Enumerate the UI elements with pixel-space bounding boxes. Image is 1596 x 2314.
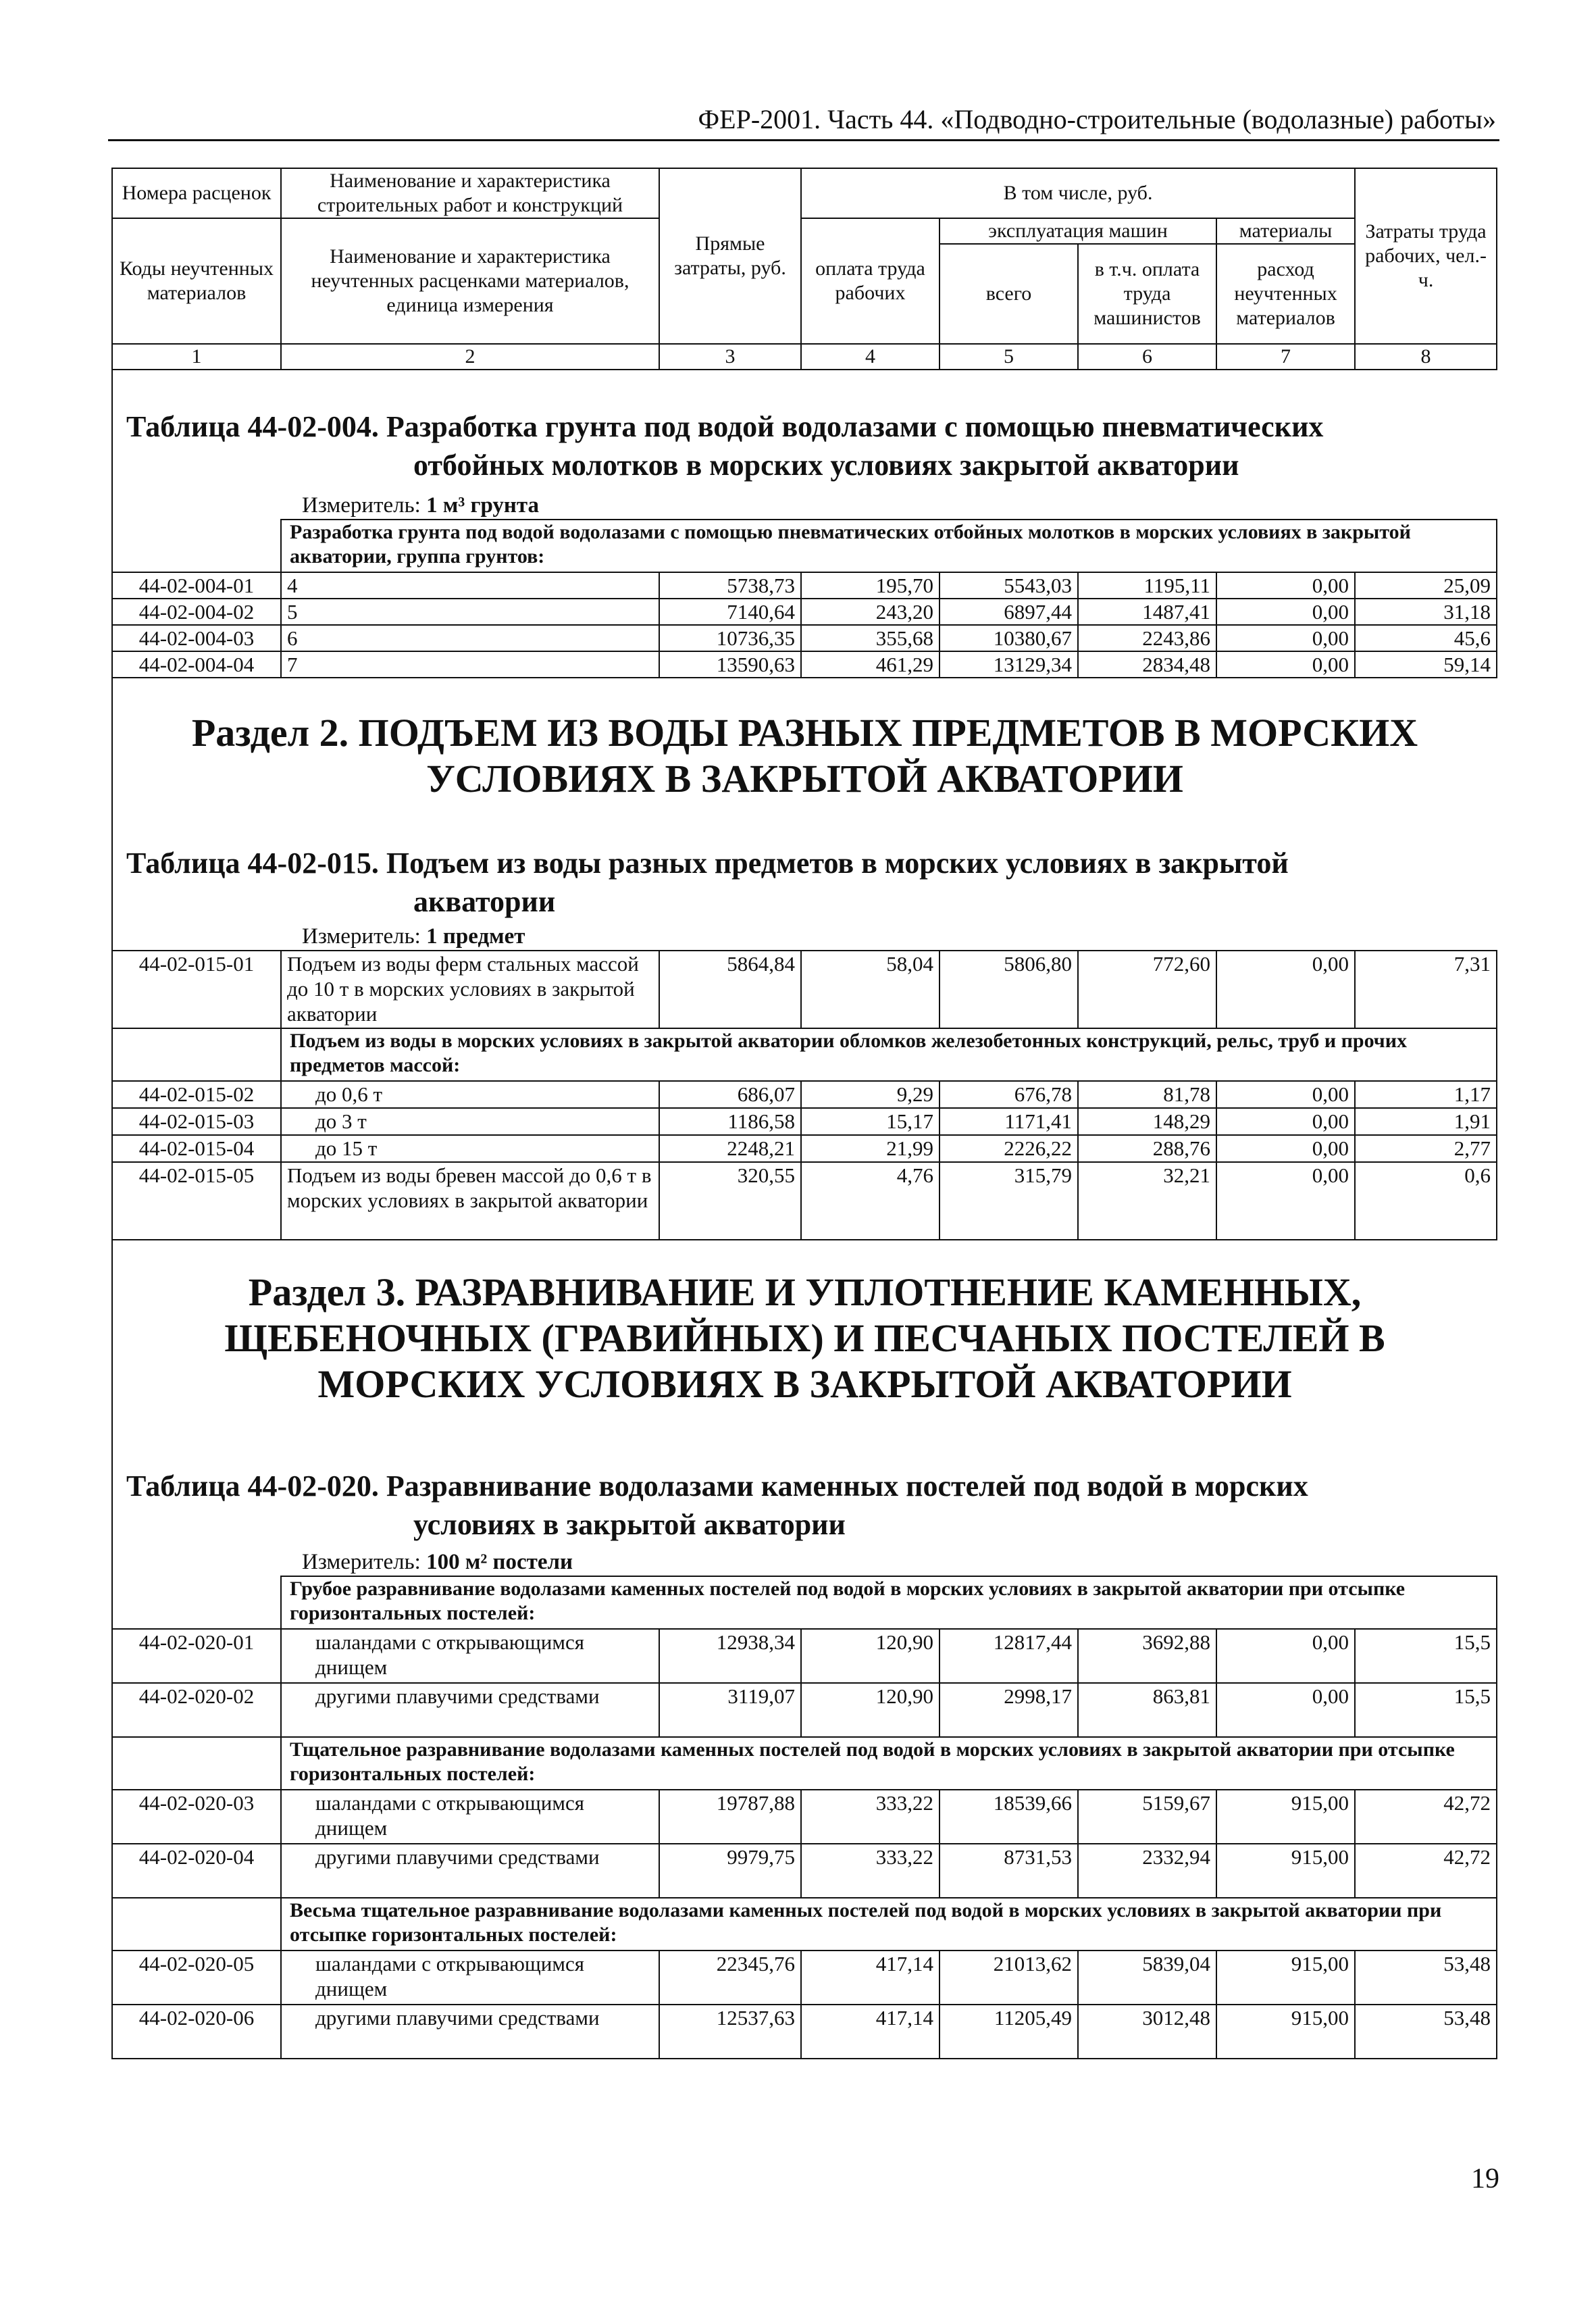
rate-code: 44-02-020-05 xyxy=(112,1951,281,2005)
materials: 0,00 xyxy=(1216,625,1355,651)
machinist-pay: 5839,04 xyxy=(1078,1951,1216,2005)
materials: 915,00 xyxy=(1216,1844,1355,1898)
table-title-line: Таблица 44-02-015. Подъем из воды разных предметов в морских условиях в закрытой xyxy=(126,847,1289,880)
worker-pay: 15,17 xyxy=(801,1108,939,1135)
col-number: 6 xyxy=(1078,344,1216,370)
direct-costs: 686,07 xyxy=(659,1081,801,1108)
col-number: 4 xyxy=(801,344,939,370)
direct-costs: 320,55 xyxy=(659,1162,801,1240)
machinist-pay: 1487,41 xyxy=(1078,599,1216,625)
table-row xyxy=(112,651,1497,678)
machinist-pay: 2834,48 xyxy=(1078,651,1216,678)
materials: 0,00 xyxy=(1216,1683,1355,1737)
labor: 7,31 xyxy=(1355,951,1497,1028)
rate-name: до 15 т xyxy=(281,1135,659,1162)
measurement-unit xyxy=(112,921,1497,951)
measurement-unit xyxy=(112,484,1497,520)
direct-costs: 22345,76 xyxy=(659,1951,801,2005)
col-number: 5 xyxy=(939,344,1078,370)
col-unaccounted-name: Наименование и характеристика неучтенных расценками материалов, единица измерения xyxy=(281,218,659,344)
rate-code: 44-02-015-01 xyxy=(112,951,281,1028)
table-row xyxy=(112,1844,1497,1898)
materials: 0,00 xyxy=(1216,1629,1355,1683)
machinist-pay: 2332,94 xyxy=(1078,1844,1216,1898)
section-title xyxy=(112,678,1497,833)
machines-total: 11205,49 xyxy=(939,2005,1078,2059)
rate-code: 44-02-015-04 xyxy=(112,1135,281,1162)
table-row xyxy=(112,1629,1497,1683)
col-number: 7 xyxy=(1216,344,1355,370)
rate-name: 6 xyxy=(281,625,659,651)
machinist-pay: 148,29 xyxy=(1078,1108,1216,1135)
rate-name: другими плавучими средствами xyxy=(281,2005,659,2059)
section-title-line: МОРСКИХ УСЛОВИЯХ В ЗАКРЫТОЙ АКВАТОРИИ xyxy=(317,1361,1292,1406)
table-title xyxy=(112,1436,1497,1544)
table-row xyxy=(112,1162,1497,1240)
rate-name: до 0,6 т xyxy=(281,1081,659,1108)
rate-code: 44-02-004-01 xyxy=(112,572,281,599)
rate-code: 44-02-015-05 xyxy=(112,1162,281,1240)
col-materials: материалы xyxy=(1216,218,1355,244)
col-number: 3 xyxy=(659,344,801,370)
col-unaccounted-consumption: расход неучтенных материалов xyxy=(1216,244,1355,344)
col-number: 2 xyxy=(281,344,659,370)
col-name: Наименование и характеристика строительных работ и конструкций xyxy=(281,168,659,218)
col-rate-number: Номера расценок xyxy=(112,168,281,218)
table-title xyxy=(112,833,1497,921)
worker-pay: 21,99 xyxy=(801,1135,939,1162)
empty-cell xyxy=(112,1737,281,1790)
section-title-line: Раздел 3. РАЗРАВНИВАНИЕ И УПЛОТНЕНИЕ КАМЕННЫХ, xyxy=(248,1269,1362,1314)
empty-cell xyxy=(112,1898,281,1951)
table-row xyxy=(112,1108,1497,1135)
rate-name: шаландами с открывающимся днищем xyxy=(281,1951,659,2005)
running-title: ФЕР-2001. Часть 44. «Подводно-строительные (водолазные) работы» xyxy=(698,104,1496,134)
section-title xyxy=(112,1240,1497,1436)
direct-costs: 5738,73 xyxy=(659,572,801,599)
materials: 0,00 xyxy=(1216,572,1355,599)
table-row xyxy=(112,599,1497,625)
group-heading: Тщательное разравнивание водолазами каменных постелей под водой в морских условиях в закрытой акватории при отсыпке горизонтальных постелей: xyxy=(281,1737,1497,1790)
empty-cell xyxy=(112,1028,281,1081)
table-row xyxy=(112,625,1497,651)
machines-total: 315,79 xyxy=(939,1162,1078,1240)
machines-total: 2998,17 xyxy=(939,1683,1078,1737)
direct-costs: 3119,07 xyxy=(659,1683,801,1737)
machines-total: 1171,41 xyxy=(939,1108,1078,1135)
group-heading: Подъем из воды в морских условиях в закрытой акватории обломков железобетонных конструкций, рельс, труб и прочих предметов массой: xyxy=(281,1028,1497,1081)
worker-pay: 417,14 xyxy=(801,2005,939,2059)
machinist-pay: 3012,48 xyxy=(1078,2005,1216,2059)
machinist-pay: 288,76 xyxy=(1078,1135,1216,1162)
rate-name: 5 xyxy=(281,599,659,625)
section-title-line: ЩЕБЕНОЧНЫХ (ГРАВИЙНЫХ) И ПЕСЧАНЫХ ПОСТЕЛЕЙ В xyxy=(224,1315,1385,1360)
labor: 31,18 xyxy=(1355,599,1497,625)
meter-value: 1 предмет xyxy=(426,924,525,949)
machines-total: 6897,44 xyxy=(939,599,1078,625)
labor: 42,72 xyxy=(1355,1790,1497,1844)
rate-code: 44-02-020-03 xyxy=(112,1790,281,1844)
worker-pay: 195,70 xyxy=(801,572,939,599)
labor: 53,48 xyxy=(1355,2005,1497,2059)
labor: 15,5 xyxy=(1355,1683,1497,1737)
direct-costs: 19787,88 xyxy=(659,1790,801,1844)
worker-pay: 243,20 xyxy=(801,599,939,625)
rate-code: 44-02-020-02 xyxy=(112,1683,281,1737)
rate-code: 44-02-020-04 xyxy=(112,1844,281,1898)
machinist-pay: 1195,11 xyxy=(1078,572,1216,599)
col-worker-pay: оплата труда рабочих xyxy=(801,218,939,344)
section-title-line: Раздел 2. ПОДЪЕМ ИЗ ВОДЫ РАЗНЫХ ПРЕДМЕТОВ В МОРСКИХ xyxy=(191,710,1418,755)
worker-pay: 4,76 xyxy=(801,1162,939,1240)
rate-name: Подъем из воды бревен массой до 0,6 т в морских условиях в закрытой акватории xyxy=(281,1162,659,1240)
empty-cell xyxy=(112,520,281,572)
rate-name: шаландами с открывающимся днищем xyxy=(281,1790,659,1844)
group-heading: Весьма тщательное разравнивание водолазами каменных постелей под водой в морских условиях в закрытой акватории при отсыпке горизонтальных постелей: xyxy=(281,1898,1497,1951)
materials: 915,00 xyxy=(1216,2005,1355,2059)
rates-table xyxy=(111,168,1497,2059)
worker-pay: 120,90 xyxy=(801,1629,939,1683)
table-row xyxy=(112,1683,1497,1737)
table-title-line: Таблица 44-02-020. Разравнивание водолазами каменных постелей под водой в морских xyxy=(126,1469,1308,1503)
machinist-pay: 3692,88 xyxy=(1078,1629,1216,1683)
materials: 0,00 xyxy=(1216,1081,1355,1108)
materials: 915,00 xyxy=(1216,1951,1355,2005)
col-direct-costs: Прямые затраты, руб. xyxy=(659,168,801,344)
rate-code: 44-02-004-03 xyxy=(112,625,281,651)
table-title xyxy=(112,370,1497,484)
worker-pay: 120,90 xyxy=(801,1683,939,1737)
labor: 45,6 xyxy=(1355,625,1497,651)
rate-code: 44-02-015-03 xyxy=(112,1108,281,1135)
machines-total: 13129,34 xyxy=(939,651,1078,678)
table-title-line: Таблица 44-02-004. Разработка грунта под водой водолазами с помощью пневматических xyxy=(126,410,1324,443)
rate-name: Подъем из воды ферм стальных массой до 10 т в морских условиях в закрытой акватории xyxy=(281,951,659,1028)
col-number: 8 xyxy=(1355,344,1497,370)
labor: 2,77 xyxy=(1355,1135,1497,1162)
machines-total: 18539,66 xyxy=(939,1790,1078,1844)
materials: 915,00 xyxy=(1216,1790,1355,1844)
worker-pay: 355,68 xyxy=(801,625,939,651)
meter-value: 1 м³ грунта xyxy=(426,493,540,518)
labor: 1,91 xyxy=(1355,1108,1497,1135)
col-unaccounted-codes: Коды неучтенных материалов xyxy=(112,218,281,344)
group-heading: Разработка грунта под водой водолазами с помощью пневматических отбойных молотков в морских условиях в закрытой акватории, группа грунтов: xyxy=(281,520,1497,572)
labor: 1,17 xyxy=(1355,1081,1497,1108)
table-row xyxy=(112,2005,1497,2059)
rate-code: 44-02-020-01 xyxy=(112,1629,281,1683)
direct-costs: 1186,58 xyxy=(659,1108,801,1135)
labor: 15,5 xyxy=(1355,1629,1497,1683)
machines-total: 8731,53 xyxy=(939,1844,1078,1898)
materials: 0,00 xyxy=(1216,1162,1355,1240)
direct-costs: 7140,64 xyxy=(659,599,801,625)
labor: 0,6 xyxy=(1355,1162,1497,1240)
table-row xyxy=(112,951,1497,1028)
col-machine-total: всего xyxy=(939,244,1078,344)
direct-costs: 2248,21 xyxy=(659,1135,801,1162)
table-row xyxy=(112,572,1497,599)
col-labor: Затраты труда рабочих, чел.-ч. xyxy=(1355,168,1497,344)
machines-total: 2226,22 xyxy=(939,1135,1078,1162)
direct-costs: 9979,75 xyxy=(659,1844,801,1898)
machines-total: 676,78 xyxy=(939,1081,1078,1108)
col-including: В том числе, руб. xyxy=(801,168,1355,218)
table-title-line: акватории xyxy=(413,885,556,918)
direct-costs: 12938,34 xyxy=(659,1629,801,1683)
rate-name: 7 xyxy=(281,651,659,678)
meter-label: Измеритель: xyxy=(302,493,427,518)
direct-costs: 10736,35 xyxy=(659,625,801,651)
machinist-pay: 32,21 xyxy=(1078,1162,1216,1240)
machinist-pay: 81,78 xyxy=(1078,1081,1216,1108)
rate-code: 44-02-004-04 xyxy=(112,651,281,678)
table-row xyxy=(112,1951,1497,2005)
table-row xyxy=(112,1790,1497,1844)
machinist-pay: 772,60 xyxy=(1078,951,1216,1028)
labor: 25,09 xyxy=(1355,572,1497,599)
worker-pay: 58,04 xyxy=(801,951,939,1028)
col-number: 1 xyxy=(112,344,281,370)
machinist-pay: 863,81 xyxy=(1078,1683,1216,1737)
machines-total: 12817,44 xyxy=(939,1629,1078,1683)
rate-name: другими плавучими средствами xyxy=(281,1683,659,1737)
direct-costs: 13590,63 xyxy=(659,651,801,678)
rate-code: 44-02-020-06 xyxy=(112,2005,281,2059)
machinist-pay: 5159,67 xyxy=(1078,1790,1216,1844)
worker-pay: 333,22 xyxy=(801,1844,939,1898)
direct-costs: 5864,84 xyxy=(659,951,801,1028)
labor: 42,72 xyxy=(1355,1844,1497,1898)
measurement-unit xyxy=(112,1544,1497,1576)
table-row xyxy=(112,1135,1497,1162)
col-machinist-pay: в т.ч. оплата труда машинистов xyxy=(1078,244,1216,344)
rate-name: до 3 т xyxy=(281,1108,659,1135)
machinist-pay: 2243,86 xyxy=(1078,625,1216,651)
machines-total: 5806,80 xyxy=(939,951,1078,1028)
materials: 0,00 xyxy=(1216,1108,1355,1135)
materials: 0,00 xyxy=(1216,651,1355,678)
empty-cell xyxy=(112,1576,281,1629)
meter-value: 100 м² постели xyxy=(426,1550,573,1574)
col-machine-operation: эксплуатация машин xyxy=(939,218,1216,244)
worker-pay: 417,14 xyxy=(801,1951,939,2005)
rate-name: другими плавучими средствами xyxy=(281,1844,659,1898)
table-title-line: условиях в закрытой акватории xyxy=(413,1508,846,1541)
worker-pay: 9,29 xyxy=(801,1081,939,1108)
meter-label: Измеритель: xyxy=(302,1550,427,1574)
machines-total: 5543,03 xyxy=(939,572,1078,599)
rate-name: шаландами с открывающимся днищем xyxy=(281,1629,659,1683)
direct-costs: 12537,63 xyxy=(659,2005,801,2059)
worker-pay: 333,22 xyxy=(801,1790,939,1844)
page-number: 19 xyxy=(1471,2163,1499,2194)
materials: 0,00 xyxy=(1216,951,1355,1028)
rate-name: 4 xyxy=(281,572,659,599)
labor: 53,48 xyxy=(1355,1951,1497,2005)
table-title-line: отбойных молотков в морских условиях закрытой акватории xyxy=(413,449,1239,482)
rate-code: 44-02-015-02 xyxy=(112,1081,281,1108)
section-title-line: УСЛОВИЯХ В ЗАКРЫТОЙ АКВАТОРИИ xyxy=(426,756,1183,801)
header-rule xyxy=(108,139,1499,141)
machines-total: 21013,62 xyxy=(939,1951,1078,2005)
worker-pay: 461,29 xyxy=(801,651,939,678)
labor: 59,14 xyxy=(1355,651,1497,678)
meter-label: Измеритель: xyxy=(302,924,427,949)
table-row xyxy=(112,1081,1497,1108)
materials: 0,00 xyxy=(1216,599,1355,625)
machines-total: 10380,67 xyxy=(939,625,1078,651)
materials: 0,00 xyxy=(1216,1135,1355,1162)
rate-code: 44-02-004-02 xyxy=(112,599,281,625)
group-heading: Грубое разравнивание водолазами каменных постелей под водой в морских условиях в закрытой акватории при отсыпке горизонтальных постелей: xyxy=(281,1576,1497,1629)
